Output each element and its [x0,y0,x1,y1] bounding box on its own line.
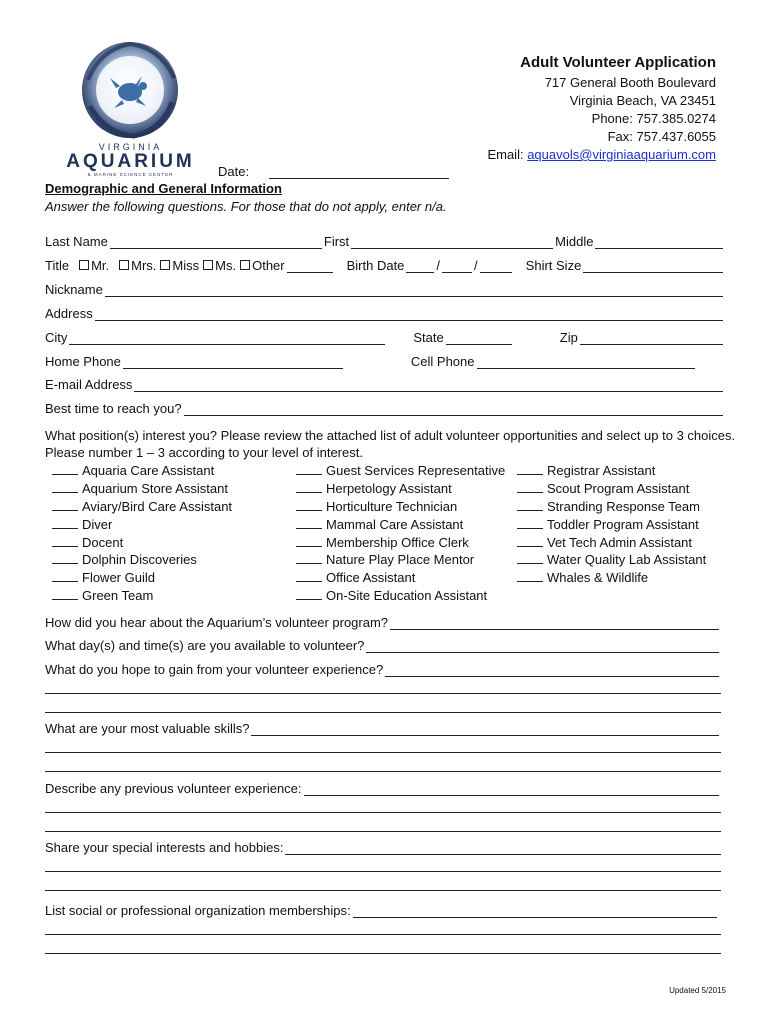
interests-label: Share your special interests and hobbies: [45,840,284,855]
interests-line-2[interactable] [45,871,721,872]
city-label: City [45,330,68,345]
interests-row [45,840,723,855]
birth-year-field[interactable] [480,261,512,273]
address-label: Address [45,306,93,321]
logo-virginia: VIRGINIA [98,142,163,152]
city-row [45,330,725,345]
last-name-field[interactable] [110,237,322,249]
best-time-row [45,401,725,416]
position-option[interactable]: Aviary/Bird Care Assistant [52,499,232,514]
memberships-line-2[interactable] [45,934,721,935]
position-option[interactable]: Aquarium Store Assistant [52,481,228,496]
title-row: Title Mr. Mrs. Miss Ms. Other Birth Date / / Shirt Size [45,258,725,273]
email-address-label: E-mail Address [45,377,133,392]
aquarium-logo [58,40,203,177]
previous-line-3[interactable] [45,831,721,832]
gain-label: What do you hope to gain from your volunteer experience? [45,662,384,677]
logo-aquarium: AQUARIUM [66,151,195,172]
interests-line-3[interactable] [45,890,721,891]
position-option[interactable]: Stranding Response Team [517,499,700,514]
title-option-miss: Miss [172,258,200,273]
email-link[interactable]: aquavols@virginiaaquarium.com [527,147,716,162]
position-option[interactable]: Guest Services Representative [296,463,505,478]
zip-label: Zip [559,330,578,345]
checkbox-mr[interactable] [79,260,89,270]
title-option-mrs: Mrs. [131,258,157,273]
title-option-mr: Mr. [91,258,110,273]
name-row [45,234,725,249]
header-contact [487,54,716,164]
skills-row [45,721,721,736]
hear-label: How did you hear about the Aquarium’s volunteer program? [45,615,389,630]
position-option[interactable]: Aquaria Care Assistant [52,463,214,478]
email-label: Email: [487,147,524,162]
date-label: Date: [218,164,250,179]
phone-row [45,354,725,369]
available-field[interactable] [366,641,719,653]
page-title: Adult Volunteer Application [520,54,716,71]
birth-month-field[interactable] [406,261,434,273]
hear-field[interactable] [390,618,719,630]
position-option[interactable]: Flower Guild [52,570,155,585]
address-line-2: Virginia Beach, VA 23451 [569,93,716,108]
middle-name-field[interactable] [595,237,723,249]
position-option[interactable]: Dolphin Discoveries [52,552,197,567]
position-option[interactable]: Diver [52,517,112,532]
position-option[interactable]: Nature Play Place Mentor [296,552,474,567]
shirt-size-label: Shirt Size [525,258,582,273]
date-field[interactable] [269,167,449,179]
title-option-ms: Ms. [215,258,237,273]
positions-intro-2: Please number 1 – 3 according to your level of interest. [45,445,363,460]
best-time-field[interactable] [184,404,723,416]
available-row [45,638,721,653]
best-time-label: Best time to reach you? [45,401,182,416]
last-name-label: Last Name [45,234,108,249]
section-instructions: Answer the following questions. For those that do not apply, enter n/a. [45,199,447,214]
fax: Fax: 757.437.6055 [607,129,716,144]
turtle-icon [80,40,180,140]
first-name-label: First [323,234,350,249]
previous-field[interactable] [304,784,719,796]
positions-intro: What position(s) interest you? Please review the attached list of adult volunteer opportunities and select up to 3 choices. [45,428,736,443]
previous-line-2[interactable] [45,812,721,813]
home-phone-field[interactable] [123,357,343,369]
nickname-field[interactable] [105,285,723,297]
previous-label: Describe any previous volunteer experience: [45,781,302,796]
gain-row [45,662,721,677]
nickname-row [45,282,725,297]
title-label: Title [45,258,70,273]
cell-phone-label: Cell Phone [410,354,475,369]
title-option-other: Other [252,258,285,273]
position-option[interactable]: Toddler Program Assistant [517,517,699,532]
shirt-size-field[interactable] [583,261,723,273]
email-address-field[interactable] [134,380,723,392]
cell-phone-field[interactable] [477,357,695,369]
middle-name-label: Middle [555,234,594,249]
position-option[interactable]: Horticulture Technician [296,499,457,514]
position-option[interactable]: On-Site Education Assistant [296,588,487,603]
position-option[interactable]: Mammal Care Assistant [296,517,463,532]
skills-line-3[interactable] [45,771,721,772]
gain-line-2[interactable] [45,693,721,694]
checkbox-other[interactable] [240,260,250,270]
zip-field[interactable] [580,333,723,345]
birth-date-label: Birth Date [346,258,405,273]
position-option[interactable]: Whales & Wildlife [517,570,648,585]
address-field[interactable] [95,309,723,321]
position-option[interactable]: Membership Office Clerk [296,535,469,550]
skills-label: What are your most valuable skills? [45,721,250,736]
nickname-label: Nickname [45,282,103,297]
skills-field[interactable] [251,724,719,736]
position-option[interactable]: Vet Tech Admin Assistant [517,535,692,550]
email-row [45,377,725,392]
state-field[interactable] [446,333,512,345]
previous-row [45,781,721,796]
interests-field[interactable] [285,843,721,855]
position-option[interactable]: Registrar Assistant [517,463,655,478]
other-title-field[interactable] [287,261,333,273]
birth-day-field[interactable] [442,261,472,273]
address-row [45,306,725,321]
section-title: Demographic and General Information [45,181,282,196]
checkbox-miss[interactable] [160,260,170,270]
home-phone-label: Home Phone [45,354,121,369]
hear-row [45,615,721,630]
state-label: State [413,330,444,345]
position-option[interactable]: Herpetology Assistant [296,481,452,496]
checkbox-mrs[interactable] [119,260,129,270]
position-option[interactable]: Green Team [52,588,153,603]
city-field[interactable] [69,333,385,345]
position-option[interactable]: Water Quality Lab Assistant [517,552,706,567]
available-label: What day(s) and time(s) are you available to volunteer? [45,638,365,653]
phone: Phone: 757.385.0274 [591,111,716,126]
checkbox-ms[interactable] [203,260,213,270]
memberships-field[interactable] [353,906,717,918]
address-line-1: 717 General Booth Boulevard [544,75,716,90]
gain-field[interactable] [385,665,719,677]
updated-date: Updated 5/2015 [669,986,726,995]
date-row [218,164,451,179]
memberships-line-3[interactable] [45,953,721,954]
memberships-row [45,903,719,918]
skills-line-2[interactable] [45,752,721,753]
gain-line-3[interactable] [45,712,721,713]
position-option[interactable]: Office Assistant [296,570,415,585]
first-name-field[interactable] [351,237,553,249]
memberships-label: List social or professional organization memberships: [45,903,351,918]
logo-subtitle: & MARINE SCIENCE CENTER [87,172,174,177]
position-option[interactable]: Docent [52,535,123,550]
position-option[interactable]: Scout Program Assistant [517,481,689,496]
